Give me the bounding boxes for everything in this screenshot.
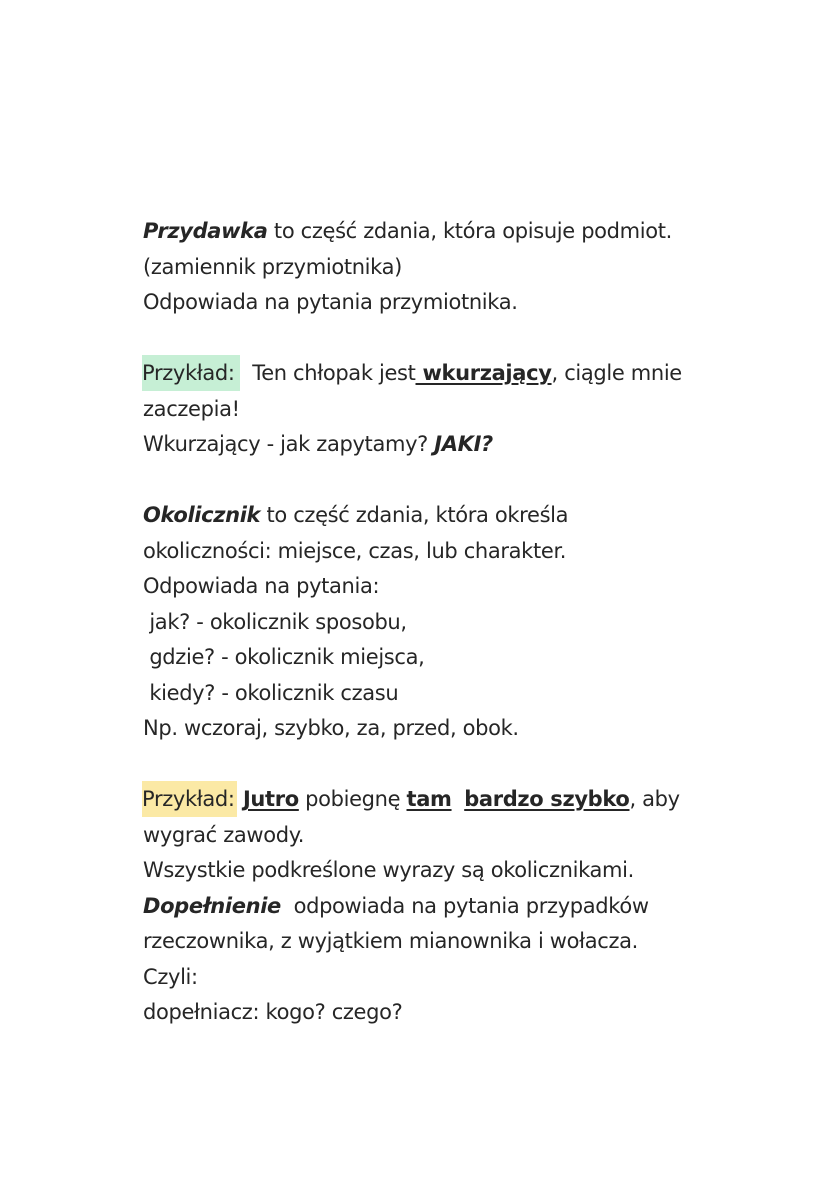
- example2-label: Przykład:: [142, 781, 237, 817]
- example1-line: [143, 356, 783, 392]
- okolicznik-examples: Np. wczoraj, szybko, za, przed, obok.: [143, 716, 519, 740]
- example2-word-jutro: Jutro: [242, 787, 299, 811]
- okolicznik-item-czasu: kiedy? - okolicznik czasu: [143, 680, 399, 705]
- example1-question-line: [143, 427, 783, 463]
- example2-text1: pobiegnę: [298, 787, 407, 811]
- example1-label: Przykład:: [142, 355, 240, 391]
- przydawka-term: Przydawka: [143, 219, 268, 243]
- okolicznik-definition-text: to część zdania, która określa: [260, 503, 569, 527]
- przydawka-note: (zamiennik przymiotnika): [143, 254, 402, 279]
- example1-keyword: wkurzający: [415, 361, 552, 385]
- przydawka-definition-text: to część zdania, która opisuje podmiot.: [267, 219, 672, 243]
- dopelnienie-cases: rzeczownika, z wyjątkiem mianownika i wołacza.: [143, 929, 638, 953]
- przydawka-questions: Odpowiada na pytania przymiotnika.: [143, 290, 518, 314]
- example1-text-before: Ten chłopak jest: [239, 361, 416, 385]
- example2-line: [143, 782, 783, 818]
- document-page: [143, 214, 783, 1031]
- example1-question-answer: JAKI?: [434, 432, 493, 456]
- example2-sep2: [452, 787, 465, 811]
- example1-continuation: zaczepia!: [143, 396, 240, 421]
- example1-text-after: , ciągle mnie: [551, 361, 682, 385]
- example2-word-tam: tam: [406, 787, 452, 811]
- dopelnienie-dopelniacz: dopełniacz: kogo? czego?: [143, 1000, 403, 1024]
- przydawka-definition-line: [143, 214, 783, 250]
- dopelnienie-definition-line: [143, 889, 783, 925]
- example2-continuation: wygrać zawody.: [143, 822, 305, 847]
- okolicznik-item-sposobu: jak? - okolicznik sposobu,: [143, 609, 407, 634]
- spacer: [143, 321, 783, 357]
- dopelnienie-czyli: Czyli:: [143, 964, 198, 989]
- dopelnienie-term: Dopełnienie: [143, 893, 281, 918]
- okolicznik-definition-line: [143, 498, 783, 534]
- okolicznik-term: Okolicznik: [143, 503, 261, 527]
- dopelnienie-definition-text: odpowiada na pytania przypadków: [280, 893, 649, 918]
- spacer: [143, 463, 783, 499]
- example2-word-bardzo-szybko: bardzo szybko: [464, 787, 630, 811]
- okolicznik-circumstances: okoliczności: miejsce, czas, lub charakter.: [143, 538, 567, 563]
- okolicznik-item-miejsca: gdzie? - okolicznik miejsca,: [143, 645, 425, 669]
- example2-summary: Wszystkie podkreślone wyrazy są okolicznikami.: [143, 858, 634, 882]
- example1-question-text: Wkurzający - jak zapytamy?: [143, 432, 435, 456]
- spacer: [143, 747, 783, 783]
- example2-text2: , aby: [629, 787, 680, 811]
- okolicznik-questions-intro: Odpowiada na pytania:: [143, 574, 380, 598]
